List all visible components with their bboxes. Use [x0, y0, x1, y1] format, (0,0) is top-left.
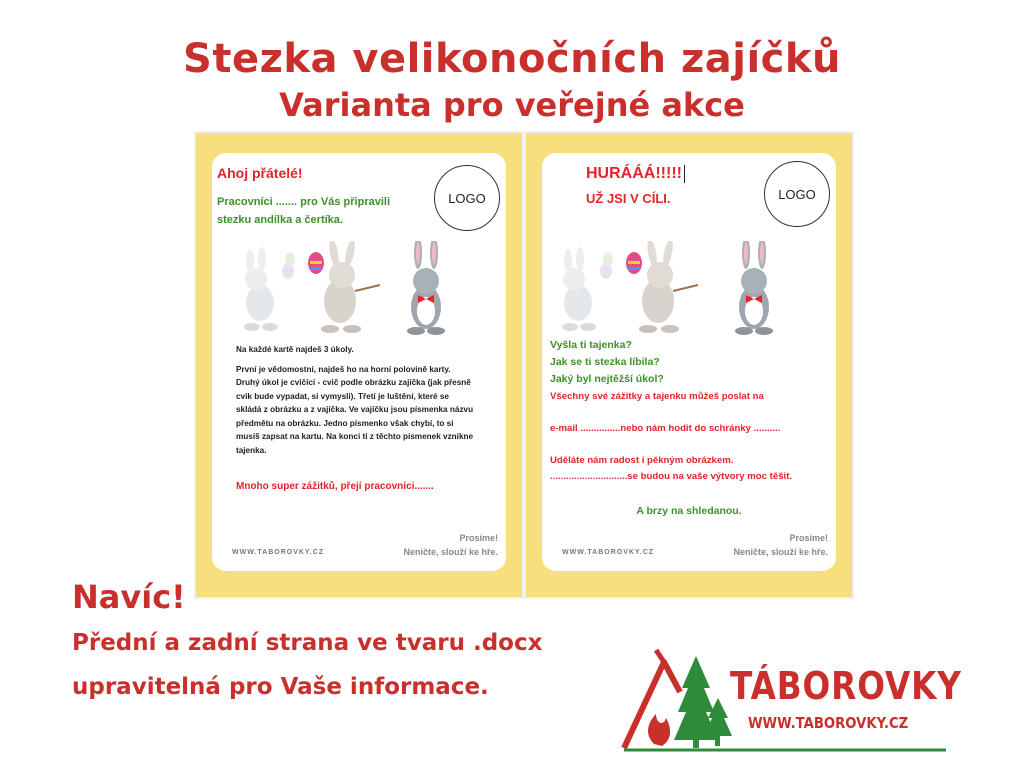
back-question: Vyšla ti tajenka?	[550, 339, 632, 351]
bunny-icon	[308, 241, 380, 333]
back-goodbye: A brzy na shledanou.	[636, 505, 742, 517]
bunnies-illustration	[548, 241, 788, 341]
bunny-icon	[626, 241, 698, 333]
back-question: Jak se ti stezka líbila?	[550, 356, 660, 368]
bunny-icon	[562, 247, 613, 331]
back-footer-note: Neničte, slouží ke hře.	[733, 547, 828, 557]
back-footer-note: Prosíme!	[789, 533, 828, 543]
extra-label: Navíc!	[72, 578, 186, 616]
front-footer-note: Prosíme!	[459, 533, 498, 543]
rules-line: Na každé kartě najdeš 3 úkoly.	[236, 345, 354, 354]
bunnies-illustration	[230, 241, 470, 341]
front-logo-placeholder: LOGO	[434, 165, 500, 231]
back-message: Všechny své zážitky a tajenku můžeš poslat na	[550, 391, 764, 402]
rules-text	[236, 343, 476, 463]
front-intro: Pracovníci ....... pro Vás připravili stezku andílka a čertíka.	[217, 196, 391, 226]
card-preview	[194, 131, 854, 599]
bunny-icon	[735, 241, 773, 335]
flame-icon	[648, 714, 670, 746]
bunny-icon	[407, 241, 445, 335]
back-message: e-mail ...............nebo nám hodit do schránky ..........	[550, 423, 781, 434]
back-footer-url: WWW.TABOROVKY.CZ	[562, 549, 655, 556]
back-card-content	[542, 153, 836, 571]
rules-line: První je vědomostní, najdeš ho na horní polovině karty. Druhý úkol je cvičící - cvič podle obrázku zajíčka (jak přesně cvik bude vypadat, si vymysli). Třetí je luštění, které se skládá z obrázku a z vajíčka. Ve vajíčku jsou písmenka názvu předmětu na obrázku. Jedno písmenko však chybí, to si musíš zapsat na kartu. Na konci ti z těchto písmenek vznikne tajenka.	[236, 364, 474, 455]
front-card	[196, 133, 522, 597]
main-subtitle: Varianta pro veřejné akce	[279, 86, 745, 124]
front-greeting: Ahoj přátelé!	[217, 165, 303, 181]
back-finish: UŽ JSI V CÍLI.	[586, 191, 671, 206]
back-cheer	[586, 165, 685, 183]
main-title: Stezka velikonočních zajíčků	[183, 36, 841, 82]
back-logo-placeholder: LOGO	[764, 161, 830, 227]
back-question: Jaký byl nejtěžší úkol?	[550, 373, 664, 385]
back-message: Uděláte nám radost i pěkným obrázkem. .............................se budou na vaše výtvory moc těšit.	[550, 455, 793, 482]
bunny-icon	[244, 247, 295, 331]
text-cursor	[684, 165, 685, 183]
back-cheer-text: HURÁÁÁ!!!!!	[586, 165, 682, 183]
back-card	[526, 133, 852, 597]
extra-line: upravitelná pro Vaše informace.	[72, 674, 489, 700]
extra-line: Přední a zadní strana ve tvaru .docx	[72, 630, 543, 656]
front-wish: Mnoho super zážitků, přejí pracovníci.......	[236, 481, 434, 492]
front-footer-note: Neničte, slouží ke hře.	[403, 547, 498, 557]
brand-url: WWW.TABOROVKY.CZ	[748, 714, 909, 732]
front-footer-url: WWW.TABOROVKY.CZ	[232, 549, 325, 556]
brand-name: TÁBOROVKY	[730, 664, 962, 708]
front-card-content	[212, 153, 506, 571]
